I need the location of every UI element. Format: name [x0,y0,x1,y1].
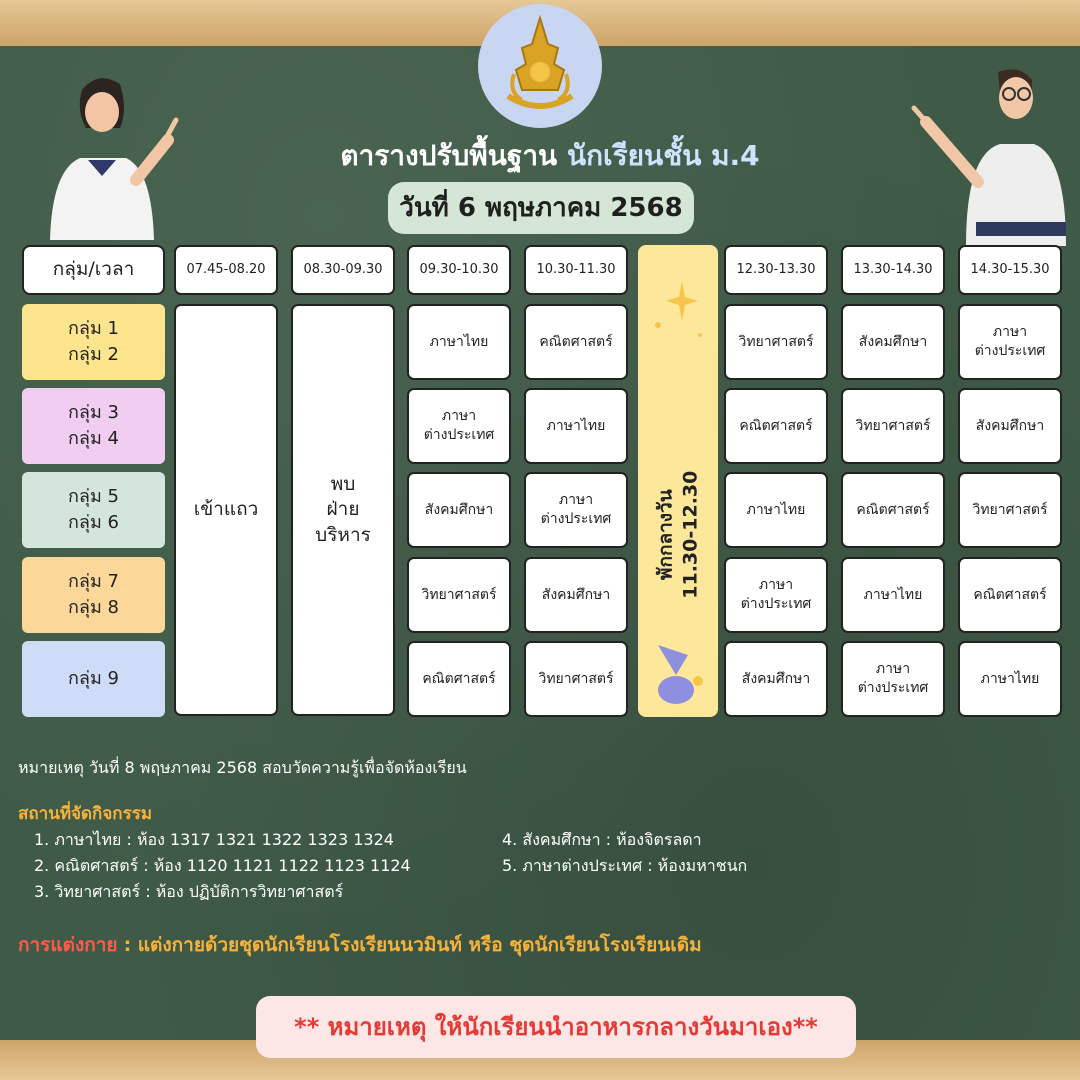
lunch-label: พักกลางวัน [654,489,677,581]
student-girl-illustration [40,70,190,244]
group-label: กลุ่ม 9 [22,641,165,717]
subject-cell: วิทยาศาสตร์ [724,304,828,380]
subject-cell: ภาษาไทย [724,472,828,548]
venue-item: 4. สังคมศึกษา : ห้องจิตรลดา [502,830,702,849]
remark-line: หมายเหตุ วันที่ 8 พฤษภาคม 2568 สอบวัดความรู้เพื่อจัดห้องเรียน [18,758,467,777]
subject-cell: คณิตศาสตร์ [841,472,945,548]
group-label: กลุ่ม 7 กลุ่ม 8 [22,557,165,633]
subject-cell: ภาษาไทย [958,641,1062,717]
venue-title: สถานที่จัดกิจกรรม [18,804,153,824]
lunch-reminder-banner: ** หมายเหตุ ให้นักเรียนนำอาหารกลางวันมาเอง** [256,996,856,1058]
group-label: กลุ่ม 3 กลุ่ม 4 [22,388,165,464]
time-slot-header: 12.30-13.30 [724,245,828,295]
dress-code-text: : แต่งกายด้วยชุดนักเรียนโรงเรียนนวมินท์ หรือ ชุดนักเรียนโรงเรียนเดิม [123,934,702,956]
subject-cell: ภาษาไทย [524,388,628,464]
date-badge: วันที่ 6 พฤษภาคม 2568 [388,182,694,234]
time-slot-header: 08.30-09.30 [291,245,395,295]
meeting-cell: พบ ฝ่าย บริหาร [291,304,395,716]
venue-item: 3. วิทยาศาสตร์ : ห้อง ปฏิบัติการวิทยาศาสตร์ [34,882,344,901]
subject-cell: ภาษา ต่างประเทศ [958,304,1062,380]
venue-item: 2. คณิตศาสตร์ : ห้อง 1120 1121 1122 1123 1124 [34,856,411,875]
subject-cell: สังคมศึกษา [407,472,511,548]
subject-cell: คณิตศาสตร์ [407,641,511,717]
group-label: กลุ่ม 1 กลุ่ม 2 [22,304,165,380]
school-emblem [478,4,602,128]
subject-cell: ภาษา ต่างประเทศ [841,641,945,717]
subject-cell: ภาษา ต่างประเทศ [407,388,511,464]
lineup-cell: เข้าแถว [174,304,278,716]
subject-cell: คณิตศาสตร์ [724,388,828,464]
subject-cell: ภาษาไทย [407,304,511,380]
group-label: กลุ่ม 5 กลุ่ม 6 [22,472,165,548]
subject-cell: สังคมศึกษา [524,557,628,633]
dress-code-label: การแต่งกาย [18,934,118,956]
corner-header: กลุ่ม/เวลา [22,245,165,295]
venue-item: 5. ภาษาต่างประเทศ : ห้องมหาชนก [502,856,748,875]
subject-cell: ภาษาไทย [841,557,945,633]
subject-cell: วิทยาศาสตร์ [407,557,511,633]
lunch-time: 11.30-12.30 [679,470,701,599]
time-slot-header: 09.30-10.30 [407,245,511,295]
title-main: ตารางปรับพื้นฐาน [340,139,558,172]
subject-cell: คณิตศาสตร์ [958,557,1062,633]
title-highlight: นักเรียนชั้น ม.4 [566,139,760,172]
time-slot-header: 10.30-11.30 [524,245,628,295]
teacher-illustration [908,62,1068,250]
venue-item: 1. ภาษาไทย : ห้อง 1317 1321 1322 1323 1324 [34,830,394,849]
subject-cell: สังคมศึกษา [958,388,1062,464]
subject-cell: วิทยาศาสตร์ [958,472,1062,548]
lunch-break-label [653,405,702,665]
subject-cell: วิทยาศาสตร์ [524,641,628,717]
subject-cell: สังคมศึกษา [724,641,828,717]
subject-cell: ภาษา ต่างประเทศ [524,472,628,548]
dress-code-line [18,930,702,960]
subject-cell: วิทยาศาสตร์ [841,388,945,464]
subject-cell: ภาษา ต่างประเทศ [724,557,828,633]
time-slot-header: 13.30-14.30 [841,245,945,295]
time-slot-header: 07.45-08.20 [174,245,278,295]
subject-cell: สังคมศึกษา [841,304,945,380]
page-title [290,134,810,178]
subject-cell: คณิตศาสตร์ [524,304,628,380]
time-slot-header: 14.30-15.30 [958,245,1062,295]
